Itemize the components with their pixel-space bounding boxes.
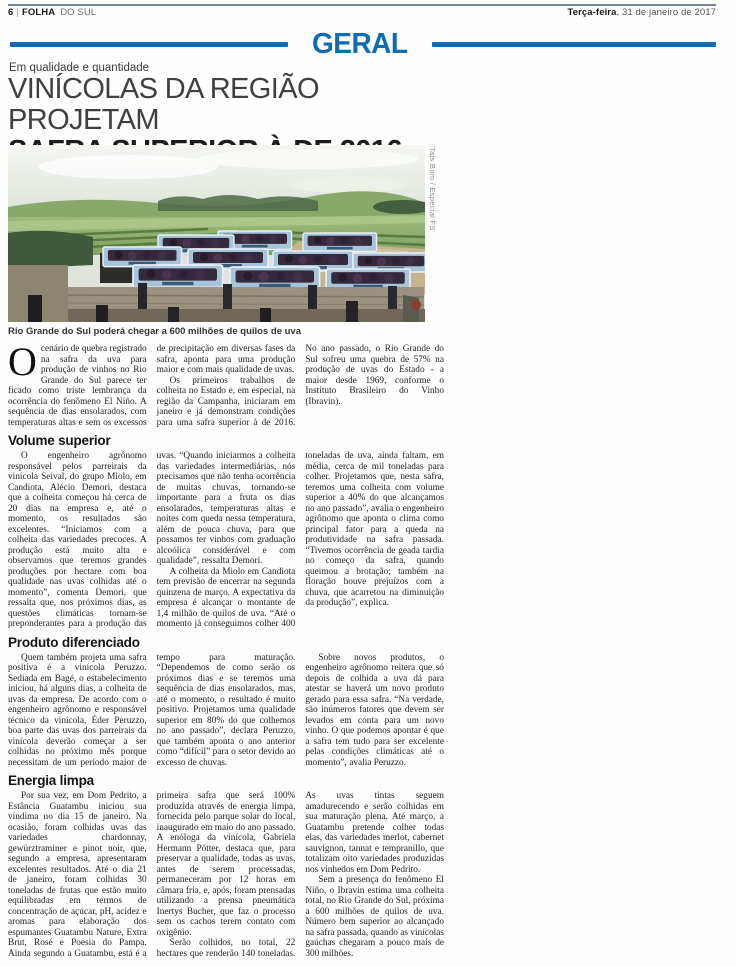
vineyard-photo-illustration — [8, 145, 425, 322]
article-section-energia-limpa — [8, 791, 444, 959]
photo-credit: Tais Bom / Especial FS — [428, 147, 437, 231]
paper-name — [8, 7, 96, 18]
folio-divider: | — [16, 7, 19, 18]
paragraph-text: cenário de quebra registrado na safra da uva para produção de vinhos no Rio Grande do Sul parece ter ficado como triste lembrança da ocorrência do fenômeno El Niño. A sequência de dias ensolarados, com temperaturas altas e sem os excessos de precipitação em diversas fases da safra, aponta para uma produção maior e com mais qualidade de uvas. — [8, 344, 296, 428]
drop-cap: O — [8, 339, 37, 384]
section-rule-left — [10, 42, 288, 47]
paragraph: O engenheiro agrônomo responsável pelos parreirais da vinícola Seival, do grupo Miolo, em Candiota, Alécio Demori, destaca que a colheita começou há cerca de 20 dias na empresa e, até o momento, os resultados são excelentes. “Iniciamos com a colheita das variedades precoces. A produção está muito alta e observamos que teremos grandes produções por hectare com boa qualidade nas uvas colhidas até o momento”, comenta Demori, que ressalta que, nos próximos dias, as questões climáticas tornam-se preponderantes para a produção das uvas. “Quando iniciarmos a colheita das variedades intermediárias, nós precisamos que não tenha ocorrência de muitas chuvas, tornando-se importante para a fruta os dias ensolarados, temperaturas altas e noites com queda nessa temperatura, além de pouca chuva, para que possamos ter vinhos com graduação alcoólica considerável e com qualidade”, ressalta Demori. — [8, 451, 296, 629]
edition-weekday: Terça-feira — [567, 7, 617, 18]
paragraph: Sobre novos produtos, o engenheiro agrônomo reitera que só depois de colhida a uva dá para atestar se haverá um novo produto gerado para essa safra. “Na verdade, são inúmeros fatores que devem ser levados em conta para um novo vinho. O que podemos apontar é que a safra tem tudo para ser excelente pelas condições climáticas até o momento”, avalia Peruzzo. — [305, 652, 444, 768]
article-body — [8, 339, 444, 959]
paragraph: Sem a presença do fenômeno El Niño, o Ibravin estima uma colheita total, no Rio Grande do Sul, próxima a 600 milhões de quilos de uva. Número bem superior ao alcançado na safra passada, quando as vinícolas gaúchas chegaram a pouco mais de 300 milhões. — [305, 875, 444, 959]
masthead-rule — [8, 4, 716, 6]
article-section-volume-superior — [8, 451, 444, 630]
edition-date — [568, 7, 716, 18]
kicker: Em qualidade e quantidade — [9, 62, 150, 74]
headline-line1: VINÍCOLAS DA REGIÃO PROJETAM — [8, 73, 319, 136]
paragraph: Serão colhidos, no total, 22 hectares que renderão 140 toneladas. As uvas tintas seguem amadurecendo e serão colhidas em sua maturação plena. Até março, a Guatambu pretende colher todas elas, das variedades merlot, cabernet sauvignon, tannat e tempranillo, que totalizam oito variedades produzidas nos vinhedos em Dom Pedrito. — [156, 791, 444, 959]
paragraph: Quem também projeta uma safra positiva é a vinícola Peruzzo. Sediada em Bagé, o estabelecimento iniciou, há alguns dias, a colheita de uvas da empresa. De acordo com o engenheiro agrônomo e responsável técnico da vinícola, Éder Peruzzo, boa parte das uvas dos parreirais da vinícola deverão começar a ser colhidas no próximo mês porque necessitam de um período maior de tempo para maturação. “Dependemos de como serão os próximos dias e se teremos uma sequência de dias ensolarados, mas, até o momento, o resultado é muito positivo. Projetamos uma qualidade superior em 80% do que colhemos no ano passado”, declara Peruzzo, que também aponta o ano anterior como “difícil” para o setor devido ao excesso de chuvas. — [8, 652, 296, 768]
crosshead-energia-limpa: Energia limpa — [8, 773, 94, 788]
crosshead-produto-diferenciado: Produto diferenciado — [8, 634, 140, 650]
paragraph: Os primeiros trabalhos de colheita no Estado e, em especial, na região da Campanha, iniciaram em janeiro e já demonstram condições para uma safra superior à de 2016. No ano passado, o Rio Grande do Sul sofreu uma quebra de 57% na produção de uvas do Estado - a maior desde 1969, conforme o Instituto Brasileiro do Vinho (Ibravin). — [156, 344, 444, 428]
edition-date-rest: , 31 de janeiro de 2017 — [616, 7, 716, 18]
photo-caption: Rio Grande do Sul poderá chegar a 600 milhões de quilos de uva — [8, 326, 301, 337]
section-rule-right — [432, 42, 717, 47]
article-section-lead — [8, 339, 444, 428]
paragraph: A colheita da Miolo em Candiota tem previsão de encerrar na segunda quinzena de março. A expectativa da empresa é alcançar o montante de 1,4 milhão de quilos de uva. “Até o momento já conseguimos colher 400 toneladas de uva, ainda faltam, em média, cerca de mil toneladas para colher. Projetamos que, nesta safra, teremos uma colheita com volume superior a 40% do que alcançamos no ano passado”, avalia o engenheiro agrônomo que aponta o clima como principal fator para a queda na produtividade na safra passada. “Tivemos ocorrência de geada tardia no começo da safra, quando queimou a brotação; também na floração houve prejuízos com a chuva, que acarretou na diminuição da produção”, explica. — [156, 451, 444, 629]
paragraph: Por sua vez, em Dom Pedrito, a Estância Guatambu iniciou sua vindima no dia 15 de janeiro. Na ocasião, foram colhidas uvas das variedades chardonnay, gewürztraminer e pinot noir, que, segundo a empresa, apresentaram excelentes resultados. Até o dia 21 de janeiro, foram colhidas 30 toneladas de frutas que estão muito equilibradas em termos de concentração de açúcar, pH, acidez e aromas para elaboração dos espumantes Guatambu Nature, Extra Brut, Rosé e Poesia do Pampa. Ainda segundo a Guatambu, está é a primeira safra que será 100% produzida através de energia limpa, fornecida pelo parque solar do local, inaugurado em maio do ano passado. A enóloga da vinícola, Gabriela Hermann Pötter, destaca que, para preservar a qualidade, todas as uvas, antes de serem processadas, permaneceram por 12 horas em câmara fria, e, após, foram prensadas utilizando a prensa pneumática Inertys Bucher, que faz o processo sem os cachos terem contato com oxigênio. — [8, 791, 296, 959]
masthead — [8, 7, 716, 18]
article-photo — [8, 145, 425, 322]
article-section-produto-diferenciado — [8, 653, 444, 769]
page-number: 6 — [8, 7, 14, 18]
paper-name-light: DO SUL — [60, 7, 97, 18]
section-title: GERAL — [312, 27, 408, 60]
paper-name-bold: FOLHA — [21, 7, 56, 18]
section-header — [10, 27, 716, 60]
crosshead-volume-superior: Volume superior — [8, 433, 111, 448]
